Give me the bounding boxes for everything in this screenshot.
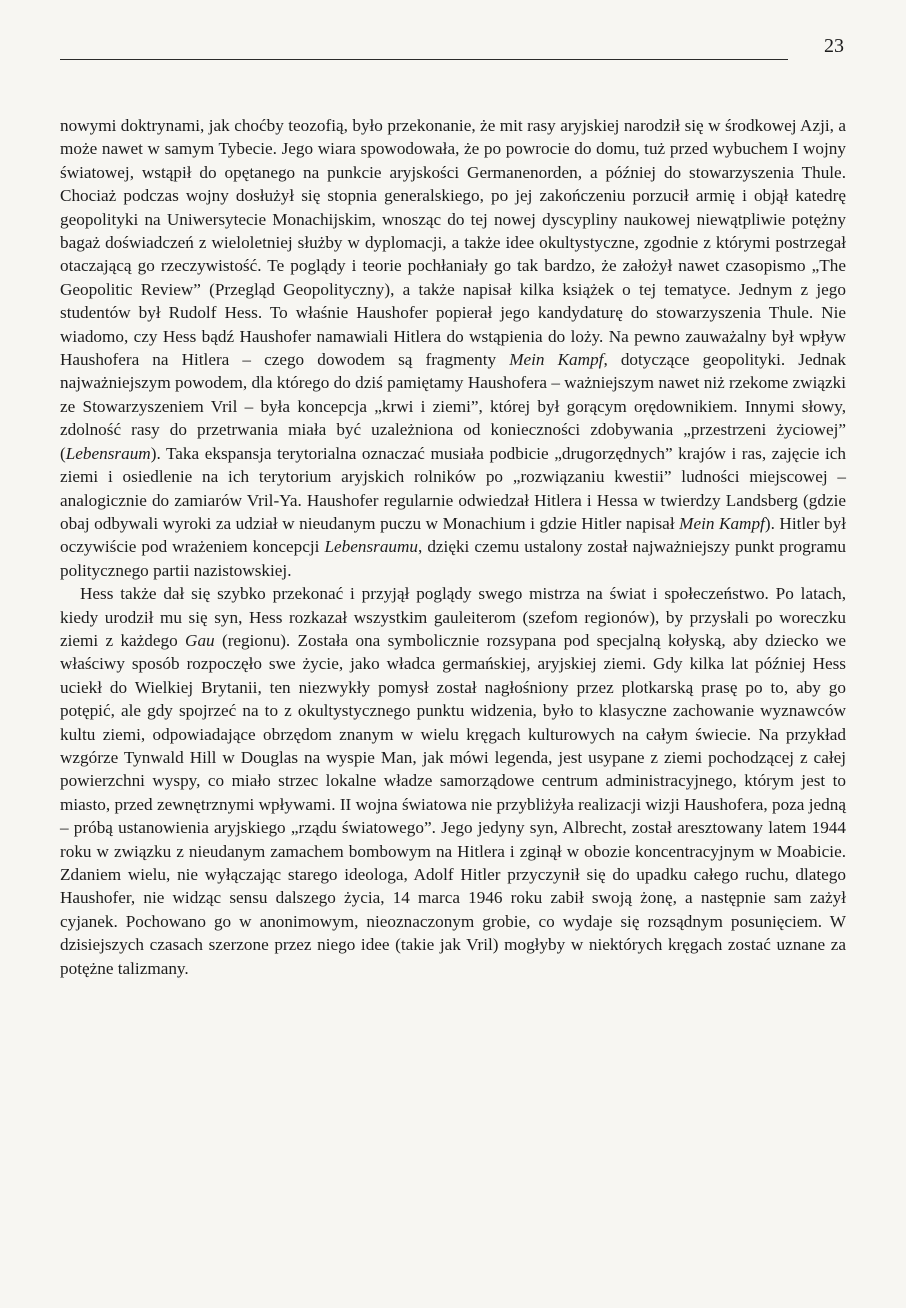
text-span: ). Taka ekspansja terytorialna oznaczać musiała podbicie „drugorzędnych” krajów i ras, zajęcie ich ziemi i osiedlenie na ich terytorium aryjskich rolników po „rozwiązaniu kwestii” ludności miejscowej – analogicznie do zamiarów Vril-Ya. Haushofer regularnie odwiedzał Hitlera i Hessa w twierdzy Landsberg (gdzie obaj odbywali wyroki za udział w nieudanym puczu w Monachium i gdzie Hitler napisał (60, 443, 846, 533)
italic-term: Lebensraum (65, 443, 151, 463)
italic-title: Mein Kampf (509, 350, 604, 370)
italic-term: Gau (185, 630, 215, 650)
body-text (60, 114, 846, 980)
paragraph-1 (60, 114, 846, 582)
italic-term: Lebensraumu (324, 537, 419, 557)
text-span: ). Hitler był oczywiście pod wrażeniem koncepcji (60, 513, 846, 557)
text-span: nowymi doktrynami, jak choćby teozofią, było przekonanie, że mit rasy aryjskiej narodził się w środkowej Azji, a może nawet w samym Tybecie. Jego wiara spowodowała, że po powrocie do domu, tuż przed wybuchem I wojny światowej, wstąpił do opętanego na punkcie aryjskości Germanenorden, a później do stowarzyszenia Thule. Chociaż podczas wojny dosłużył się stopnia generalskiego, po jej zakończeniu porzucił armię i objął katedrę geopolityki na Uniwersytecie Monachijskim, wnosząc do tej nowej dyscypliny naukowej niewątpliwie potężny bagaż doświadczeń z wieloletniej służby w dyplomacji, a także idee okultystyczne, zgodnie z którymi postrzegał otaczającą go rzeczywistość. Te poglądy i teorie pochłaniały go tak bardzo, że założył nawet czasopismo „The Geopolitic Review” (Przegląd Geopolityczny), a także napisał kilka książek o tej tematyce. Jednym z jego studentów był Rudolf Hess. To właśnie Haushofer popierał jego kandydaturę do stowarzyszenia Thule. Nie wiadomo, czy Hess bądź Haushofer namawiali Hitlera do wstąpienia do loży. Na pewno zauważalny był wpływ Haushofera na Hitlera – czego dowodem są fragmenty (60, 116, 846, 370)
header-rule (60, 59, 788, 60)
page-number: 23 (824, 35, 844, 57)
text-span: (regionu). Została ona symbolicznie rozsypana pod specjalną kołyską, aby dziecko we właściwy sposób rozpoczęło swe życie, jako władca germańskiej, aryjskiej ziemi. Gdy kilka lat później Hess uciekł do Wielkiej Brytanii, ten niezwykły pomysł został nagłośniony przez plotkarską prasę po to, aby go potępić, ale gdy spojrzeć na to z okultystycznego punktu widzenia, było to klasyczne zachowanie wyznawców kultu ziemi, odpowiadające obrzędom znanym w wielu kręgach kulturowych na całym świecie. Na przykład wzgórze Tynwald Hill w Douglas na wyspie Man, jak mówi legenda, jest usypane z ziemi pochodzącej z całej powierzchni wyspy, co miało strzec lokalne władze samorządowe centrum administracyjnego, którym jest to miasto, przed zewnętrznymi wpływami. II wojna światowa nie przybliżyła realizacji wizji Haushofera, poza jedną – próbą ustanowienia aryjskiego „rządu światowego”. Jego jedyny syn, Albrecht, został aresztowany latem 1944 roku w związku z nieudanym zamachem bombowym na Hitlera i zginął w obozie koncentracyjnym w Moabicie. Zdaniem wielu, nie wyłączając starego ideologa, Adolf Hitler przyczynił się do upadku całego ruchu, dlatego Haushofer, nie widząc sensu dalszego życia, 14 marca 1946 roku zabił swoją żonę, a następnie sam zażył cyjanek. Pochowano go w anonimowym, nieoznaczonym grobie, co wydaje się rozsądnym posunięciem. W dzisiejszych czasach szerzone przez niego idee (takie jak Vril) mogłyby w niektórych kręgach zostać uznane za potężne talizmany. (60, 630, 846, 978)
text-span: , dotyczące geopolityki. Jednak najważniejszym powodem, dla którego do dziś pamiętamy Haushofera – ważniejszym nawet niż rzekome związki ze Stowarzyszeniem Vril – była koncepcja „krwi i ziemi”, której był gorącym orędownikiem. Innymi słowy, zdolność rasy do przetrwania miała być uzależniona od konieczności zdobywania „przestrzeni życiowej” ( (60, 350, 846, 463)
text-span: , dzięki czemu ustalony został najważniejszy punkt programu politycznego partii nazistowskiej. (60, 537, 846, 580)
paragraph-2 (60, 582, 846, 980)
text-span: Hess także dał się szybko przekonać i przyjął poglądy swego mistrza na świat i społeczeństwo. Po latach, kiedy urodził mu się syn, Hess rozkazał wszystkim gauleiterom (szefom regionów), by przysłali po woreczku ziemi z każdego (60, 584, 846, 650)
italic-title: Mein Kampf (679, 513, 765, 533)
